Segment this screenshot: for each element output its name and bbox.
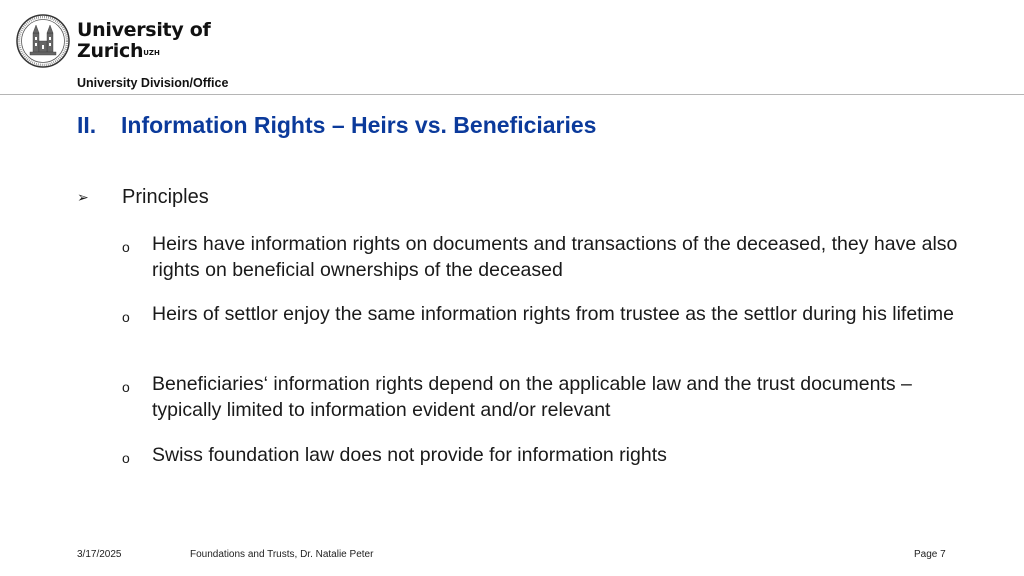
arrow-bullet-icon: ➢ <box>77 189 89 205</box>
logo-abbr: UZH <box>143 49 160 57</box>
division-label: University Division/Office <box>77 76 229 90</box>
footer-page-number: Page 7 <box>914 549 946 560</box>
footer-presentation: Foundations and Trusts, Dr. Natalie Peter <box>190 549 374 560</box>
section-number: II. <box>77 112 97 138</box>
circle-bullet-icon: o <box>122 239 130 255</box>
logo-line-1: University of <box>77 19 211 41</box>
title-text: Information Rights – Heirs vs. Beneficiaries <box>121 112 597 138</box>
circle-bullet-icon: o <box>122 309 130 325</box>
sub-bullet-text: Heirs have information rights on documents and transactions of the deceased, they have also rights on beneficial ownerships of the deceased <box>152 233 958 281</box>
header-divider <box>0 94 1024 95</box>
logo-city: Zurich <box>77 40 144 62</box>
circle-bullet-icon: o <box>122 450 130 466</box>
footer-date: 3/17/2025 <box>77 549 122 560</box>
university-logo-text <box>77 20 210 62</box>
logo-line-2 <box>77 41 210 62</box>
sub-bullet-text: Beneficiaries‘ information rights depend on the applicable law and the trust documents – typically limited to information evident and/or relevant <box>152 373 912 421</box>
slide-title <box>77 112 596 139</box>
university-seal-icon <box>16 14 70 68</box>
main-bullet-text: Principles <box>122 186 209 208</box>
sub-bullet-text: Heirs of settlor enjoy the same information rights from trustee as the settlor during his lifetime <box>152 303 955 325</box>
sub-bullet-text: Swiss foundation law does not provide for information rights <box>152 444 667 466</box>
circle-bullet-icon: o <box>122 379 130 395</box>
